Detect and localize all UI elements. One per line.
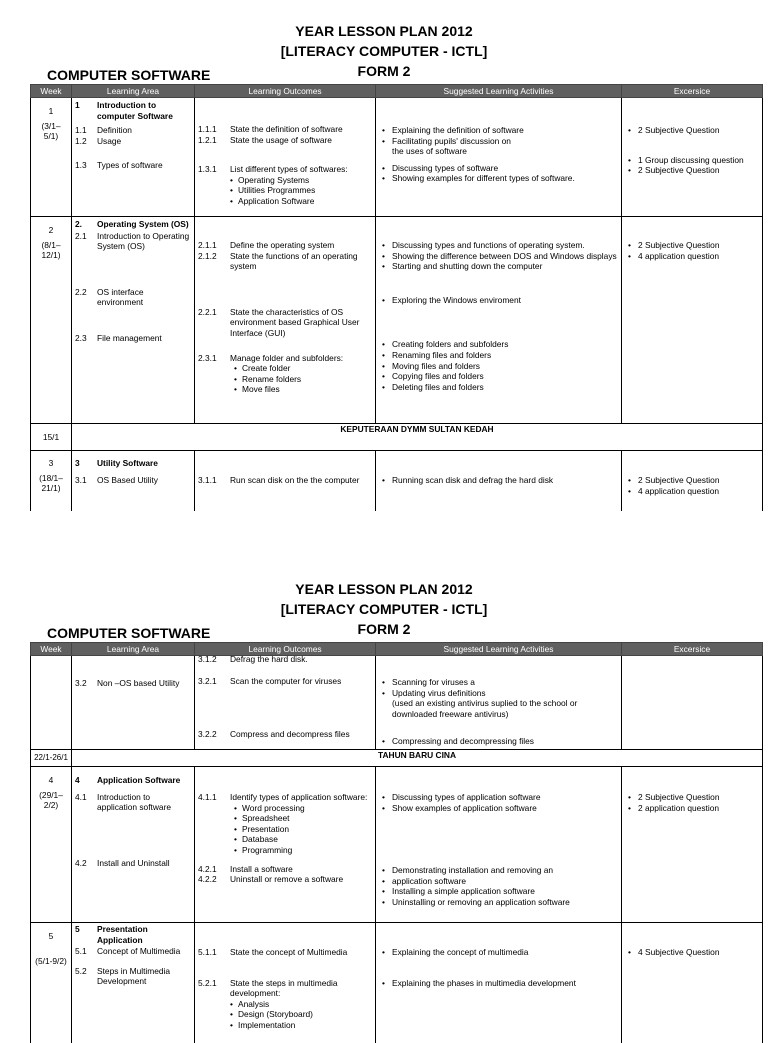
list-item: • Spreadsheet [234,813,372,824]
list-item: • Explaining the definition of software [379,125,618,136]
item-text: State the concept of Multimedia [230,947,348,957]
form-label: FORM 2 [357,63,411,79]
list-item: • Design (Storyboard) [230,1009,372,1020]
numbered-item [198,475,372,486]
plan-subtitle: [LITERACY COMPUTER - ICTL] [280,43,488,59]
item-text: State the functions of an operating system [230,250,358,272]
numbered-item [198,978,372,999]
numbered-item [198,251,372,272]
activities-cell [376,98,622,217]
list-item: • 2 application question [625,803,759,814]
item-text: Introduction to Operating System (OS) [97,230,190,252]
list-item: • Discussing types and functions of operating system. [379,240,618,251]
item-text: Definition [97,125,132,136]
list-item: • Rename folders [234,374,372,385]
col-exercise: Excersice [622,85,763,98]
numbered-item [75,160,191,171]
form-label: FORM 2 [357,621,411,637]
exercise-cell [622,767,763,923]
item-number: 3.1 [75,474,87,485]
item-number: 4.1.1 [198,792,217,802]
item-text: OS Based Utility [97,474,158,485]
item-text: Uninstall or remove a software [230,874,344,885]
item-number: 3.2.1 [198,675,217,686]
item-number: 4.2.1 [198,863,217,874]
subject-heading: COMPUTER SOFTWARE [47,625,211,641]
item-text: Non –OS based Utility [97,678,180,688]
col-week: Week [31,85,72,98]
col-learning-area: Learning Area [72,85,195,98]
item-number: 1.3 [75,160,87,171]
table-row [31,767,763,923]
numbered-item [198,874,372,885]
week-cell: 4 (29/1– 2/2) [31,767,72,923]
col-activities: Suggested Learning Activities [376,643,622,656]
item-number: 2.3 [75,332,87,343]
learning-area-cell: 2. Operating System (OS) 2.1 Introduction to Operating System (OS) 2.2 OS interface environment 2.3 File management [72,217,195,424]
list-item: • Compressing and decompressing files [379,736,618,747]
numbered-item [198,729,372,740]
item-number: 2.3.1 [198,352,217,363]
list-item: • Installing a simple application software [379,886,618,897]
item-text: File management [97,332,162,343]
subject-heading: COMPUTER SOFTWARE [47,67,211,83]
item-number: 3.1.1 [198,475,217,485]
item-text: State the characteristics of OS environment based Graphical User Interface (GUI) [230,306,360,338]
activities-cell [376,217,622,424]
item-number: 3.2 [75,678,87,688]
learning-area-cell: 4 Application Software 4.1 Introduction to application software 4.2 Install and Uninstall [72,767,195,923]
holiday-cell: KEPUTERAAN DYMM SULTAN KEDAH [72,424,763,451]
item-number: 2.1 [75,230,87,241]
exercise-cell [622,923,763,1043]
item-number: 1.2.1 [198,134,217,145]
page-2 [0,558,768,1030]
table-row [31,656,763,750]
item-number: 5.2 [75,965,87,976]
list-item: • Move files [234,384,372,395]
activities-cell [376,767,622,923]
item-text: Concept of Multimedia [97,946,181,957]
outcomes-cell [195,656,376,750]
item-number: 5.2.1 [198,977,217,988]
learning-area-cell: 5 Presentation Application 5.1 Concept of Multimedia 5.2 Steps in Multimedia Development [72,923,195,1043]
item-number: 5.1.1 [198,947,217,957]
item-number: 1.1 [75,125,87,136]
learning-area-cell [72,656,195,750]
list-item: • Demonstrating installation and removing an [379,865,618,876]
item-text: Types of software [97,160,163,171]
numbered-item [198,124,372,135]
numbered-item [75,136,191,147]
numbered-item [198,792,372,803]
outcomes-cell [195,98,376,217]
table-row [31,98,763,217]
item-text: Compress and decompress files [230,729,350,740]
numbered-item [75,231,191,252]
list-item: • Discussing types of software [379,163,618,174]
learning-area-cell: 1 Introduction to computer Software 1.1 Definition 1.2 Usage 1.3 Types of software [72,98,195,217]
item-number: 1.3.1 [198,164,217,175]
activities-cell [376,656,622,750]
list-item: • Operating Systems [230,175,372,186]
list-item: • 2 Subjective Question [625,240,759,251]
numbered-item [198,307,372,339]
item-number: 2.1.2 [198,250,217,261]
numbered-item [75,858,191,869]
list-item: • 2 Subjective Question [625,125,759,136]
item-number: 2.1.1 [198,240,217,250]
lesson-table [30,84,763,511]
list-item: • Database [234,834,372,845]
list-item: • Showing the difference between DOS and Windows displays [379,251,618,262]
item-text: Define the operating system [230,240,335,250]
list-item: • Programming [234,845,372,856]
list-item: • 4 application question [625,251,759,262]
item-number: 4.2.2 [198,874,217,885]
learning-area-cell: 3 Utility Software 3.1 OS Based Utility [72,451,195,511]
item-text: Introduction to application software [97,791,172,813]
numbered-item [75,946,191,957]
item-text: State the definition of software [230,124,343,134]
week-cell: 15/1 [31,424,72,451]
list-item: • 2 Subjective Question [625,792,759,803]
numbered-item [198,864,372,875]
week-cell: 3 (18/1– 21/1) [31,451,72,511]
item-text: OS interface environment [97,286,144,308]
col-exercise: Excersice [622,643,763,656]
item-number: 1.1.1 [198,124,217,134]
list-item: • Explaining the concept of multimedia [379,947,618,958]
numbered-item [75,287,191,308]
list-item: • 4 Subjective Question [625,947,759,958]
item-number: 2.2 [75,286,87,297]
item-text: Install and Uninstall [97,857,170,868]
numbered-item [198,654,372,665]
plan-title: YEAR LESSON PLAN 2012 [295,23,473,39]
activities-cell [376,451,622,511]
list-item: • Facilitating pupils' discussion on the uses of software [379,136,618,157]
item-number: 4.1 [75,791,87,802]
list-item: • Creating folders and subfolders [379,339,618,350]
col-learning-outcomes: Learning Outcomes [195,85,376,98]
week-cell: 22/1-26/1 [31,750,72,767]
outcomes-cell [195,217,376,424]
list-item: • Explaining the phases in multimedia development [379,978,618,989]
col-activities: Suggested Learning Activities [376,85,622,98]
holiday-cell: TAHUN BARU CINA [72,750,763,767]
list-item: • Renaming files and folders [379,350,618,361]
numbered-item [75,966,191,987]
list-item: • Starting and shutting down the computer [379,261,618,272]
item-number: 1.2 [75,135,87,146]
numbered-item [198,353,372,364]
numbered-item [198,947,372,958]
list-item: • Deleting files and folders [379,382,618,393]
outcomes-cell [195,767,376,923]
plan-title: YEAR LESSON PLAN 2012 [295,581,473,597]
col-learning-outcomes: Learning Outcomes [195,643,376,656]
list-item: • Create folder [234,363,372,374]
table-row [31,217,763,424]
col-learning-area: Learning Area [72,643,195,656]
item-text: State the steps in multimedia development: [230,977,338,999]
list-item: • Exploring the Windows enviroment [379,295,618,306]
list-item: • Analysis [230,999,372,1010]
item-text: Scan the computer for viruses [230,675,342,686]
list-item: • 2 Subjective Question [625,475,759,486]
numbered-item [75,792,191,813]
item-text: List different types of softwares: [230,164,348,175]
numbered-item [75,678,191,689]
week-cell: 5 (5/1-9/2) [31,923,72,1043]
list-item: • Showing examples for different types of software. [379,173,618,184]
list-item: • Running scan disk and defrag the hard disk [379,475,618,486]
numbered-item [198,164,372,175]
list-item: • Moving files and folders [379,361,618,372]
list-item: • Application Software [230,196,372,207]
item-number: 3.1.2 [198,654,217,664]
week-cell [31,656,72,750]
col-week: Week [31,643,72,656]
item-text: Defrag the hard disk. [230,654,308,664]
item-text: Identify types of application software: [230,792,368,802]
item-number: 4.2 [75,857,87,868]
numbered-item [198,676,372,687]
item-number: 2.2.1 [198,306,217,317]
table-row [31,424,763,451]
item-number: 5.1 [75,946,87,957]
item-text: Usage [97,135,122,146]
exercise-cell [622,656,763,750]
lesson-table [30,642,763,1043]
list-item: • Presentation [234,824,372,835]
week-cell: 1 (3/1– 5/1) [31,98,72,217]
outcomes-cell [195,451,376,511]
table-row [31,451,763,511]
list-item: • 2 Subjective Question [625,165,759,176]
numbered-item [198,240,372,251]
list-item: • Uninstalling or removing an application software [379,897,618,908]
exercise-cell [622,451,763,511]
list-item: • 1 Group discussing question [625,155,759,166]
list-item: • application software [379,876,618,887]
item-text: Install a software [230,863,293,874]
numbered-item [198,135,372,146]
list-item: • Show examples of application software [379,803,618,814]
list-item: • Copying files and folders [379,371,618,382]
list-item: • Implementation [230,1020,372,1031]
item-number: 3.2.2 [198,729,217,740]
plan-subtitle: [LITERACY COMPUTER - ICTL] [280,601,488,617]
item-text: Manage folder and subfolders: [230,352,344,363]
page-1 [0,0,768,503]
list-item: • Updating virus definitions (used an existing antivirus suplied to the school or downloaded freeware antivirus) [379,688,618,720]
exercise-cell [622,98,763,217]
activities-cell [376,923,622,1043]
item-text: Steps in Multimedia Development [97,965,171,987]
list-item: • 4 application question [625,486,759,497]
list-item: • Scanning for viruses a [379,677,618,688]
table-row [31,750,763,767]
numbered-item [75,333,191,344]
list-item: • Discussing types of application software [379,792,618,803]
item-text: Run scan disk on the the computer [230,475,360,485]
exercise-cell [622,217,763,424]
item-text: State the usage of software [230,134,332,145]
outcomes-cell [195,923,376,1043]
week-cell: 2 (8/1– 12/1) [31,217,72,424]
numbered-item [75,475,191,486]
table-row [31,923,763,1043]
numbered-item [75,125,191,136]
list-item: • Word processing [234,803,372,814]
list-item: • Utilities Programmes [230,185,372,196]
